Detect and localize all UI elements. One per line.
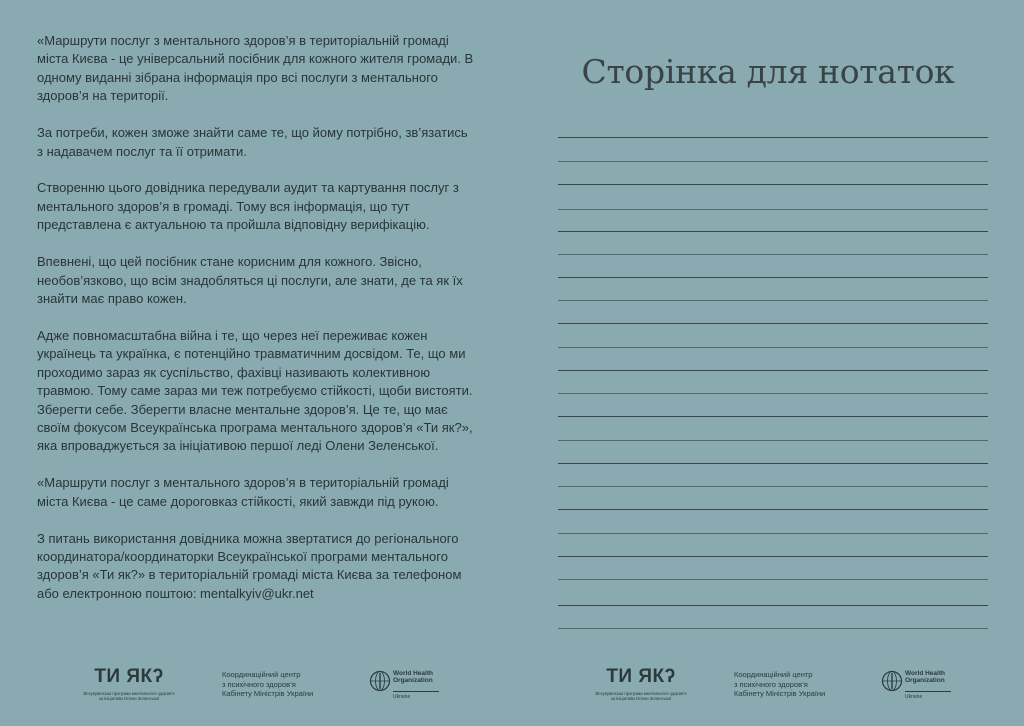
note-line — [558, 161, 988, 162]
footer-right — [512, 660, 1024, 710]
tiyak-wordmark: ТИ ЯКʔ — [606, 666, 676, 687]
note-line — [558, 254, 988, 255]
note-line — [558, 509, 988, 510]
intro-text — [37, 32, 477, 622]
paragraph: Адже повномасштабна війна і те, що через неї переживає кожен українець та українка, є потенційно травматичним досвідом. Те, що ми проходимо зараз як суспільство, фахівці називають колективною травмою. Тому саме зараз ми теж потребуємо стійкості, щоби вистояти. Зберегти себе. Зберегти власне ментальне здоров’я. Це те, що має своїм фокусом Всеукраїнська програма ментального здоров’я «Ти як?», яка впроваджується за ініціативою першої леді Олени Зеленської. — [37, 327, 473, 454]
who-emblem-icon — [881, 670, 903, 692]
note-line — [558, 579, 988, 580]
paragraph: За потреби, кожен зможе знайти саме те, що йому потрібно, зв’язатись з надавачем послуг та її отримати. — [37, 125, 468, 159]
notes-title: Сторінка для нотаток — [581, 52, 955, 91]
note-line — [558, 370, 988, 371]
tiyak-wordmark: ТИ ЯКʔ — [94, 666, 164, 687]
tiyak-subtitle: Всеукраїнська програма ментального здоров’я за ініціативи Олени Зеленської — [595, 691, 687, 701]
who-country: Ukraine — [905, 694, 923, 700]
question-mark-icon: ʔ — [152, 666, 164, 687]
note-line — [558, 605, 988, 606]
who-emblem-icon — [369, 670, 391, 692]
note-line — [558, 628, 988, 629]
paragraph: Впевнені, що цей посібник стане корисним для кожного. Звісно, необов’язково, що всім знадобляться ці послуги, але знати, де та як їх знайти має право кожен. — [37, 254, 463, 306]
note-line — [558, 393, 988, 394]
who-country: Ukraine — [393, 694, 411, 700]
tiyak-logo — [586, 666, 696, 701]
note-line — [558, 416, 988, 417]
note-line — [558, 300, 988, 301]
note-line — [558, 486, 988, 487]
note-line — [558, 556, 988, 557]
note-line — [558, 137, 988, 138]
tiyak-logo — [74, 666, 184, 701]
note-line — [558, 347, 988, 348]
who-name: World Health Organization — [905, 670, 945, 684]
who-divider — [393, 691, 439, 692]
note-line — [558, 277, 988, 278]
note-line — [558, 533, 988, 534]
coordination-center-text: Координаційний центр з психічного здоров’я Кабінету Міністрів України — [222, 670, 314, 698]
note-lines — [558, 0, 988, 726]
note-line — [558, 323, 988, 324]
note-line — [558, 440, 988, 441]
note-line — [558, 463, 988, 464]
who-name: World Health Organization — [393, 670, 433, 684]
who-divider — [905, 691, 951, 692]
who-logo — [881, 669, 961, 703]
footer-left — [0, 660, 512, 710]
who-logo — [369, 669, 449, 703]
paragraph: «Маршрути послуг з ментального здоров’я в територіальній громаді міста Києва - це саме дороговказ стійкості, який завжди під рукою. — [37, 475, 449, 509]
question-mark-icon: ʔ — [664, 666, 676, 687]
paragraph: «Маршрути послуг з ментального здоров’я в територіальній громаді міста Києва - це універсальний посібник для кожного жителя громади. В одному виданні зібрана інформація про всі послуги з ментального здоров’я на території. — [37, 33, 474, 104]
coordination-center-text: Координаційний центр з психічного здоров’я Кабінету Міністрів України — [734, 670, 826, 698]
paragraph: З питань використання довідника можна звертатися до регіонального координатора/координаторки Всеукраїнської програми ментального здоров’я «Ти як?» в територіальній громаді міста Києва за телефоном або електронною поштою: mentalkyiv@ukr.net — [37, 530, 462, 601]
paragraph: Створенню цього довідника передували аудит та картування послуг з ментального здоров’я в громаді. Тому вся інформація, що тут представлена є актуальною та пройшла відповідну верифікацію. — [37, 180, 459, 233]
right-page — [512, 0, 1024, 726]
tiyak-subtitle: Всеукраїнська програма ментального здоров’я за ініціативи Олени Зеленської — [83, 691, 175, 701]
note-line — [558, 184, 988, 185]
note-line — [558, 231, 988, 232]
note-line — [558, 209, 988, 210]
